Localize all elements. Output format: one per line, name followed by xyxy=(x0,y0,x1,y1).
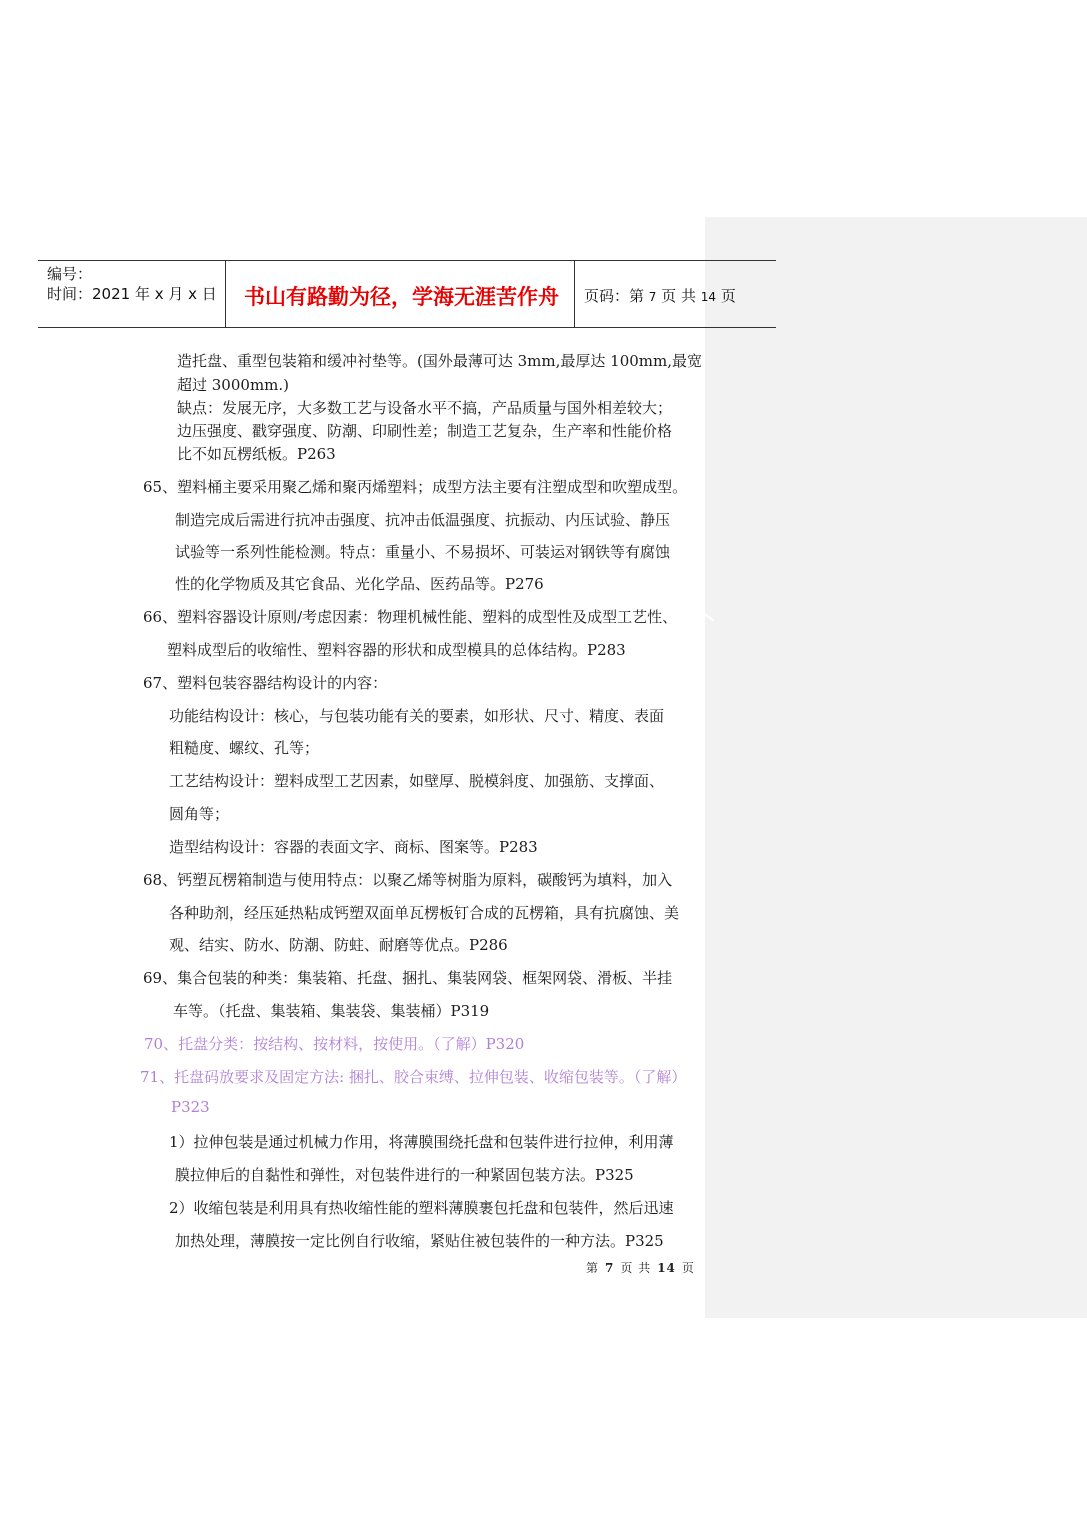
text-line: 缺点：发展无序，大多数工艺与设备水平不搞，产品质量与国外相差较大； xyxy=(177,399,673,417)
comment-side-panel xyxy=(705,217,1087,1318)
page-end: 页 xyxy=(720,287,736,305)
text-line-highlight: 70、托盘分类：按结构、按材料，按使用。（了解）P320 xyxy=(144,1035,525,1053)
text-line: 比不如瓦楞纸板。P263 xyxy=(177,445,336,463)
text-line: 工艺结构设计：塑料成型工艺因素，如壁厚、脱模斜度、加强筋、支撑面、 xyxy=(169,772,665,790)
page-number: 7 xyxy=(648,290,657,304)
page-header xyxy=(38,260,776,328)
page-label: 页码：第 xyxy=(584,287,645,305)
text-line: 65、塑料桶主要采用聚乙烯和聚丙烯塑料；成型方法主要有注塑成型和吹塑成型。 xyxy=(143,478,688,496)
text-line: 膜拉伸后的自黏性和弹性，对包装件进行的一种紧固包装方法。P325 xyxy=(175,1166,634,1184)
text-line: 加热处理，薄膜按一定比例自行收缩，紧贴住被包装件的一种方法。P325 xyxy=(175,1232,664,1250)
text-line: 功能结构设计：核心，与包装功能有关的要素，如形状、尺寸、精度、表面 xyxy=(169,707,665,725)
text-line: 观、结实、防水、防潮、防蛀、耐磨等优点。P286 xyxy=(169,936,508,954)
text-line: 67、塑料包装容器结构设计的内容： xyxy=(143,674,388,692)
text-line: 2）收缩包装是利用具有热收缩性能的塑料薄膜裹包托盘和包装件，然后迅速 xyxy=(169,1199,674,1217)
text-line-highlight: P323 xyxy=(171,1098,210,1116)
header-time: 时间：2021 年 x 月 x 日 xyxy=(47,285,217,303)
text-line: 造型结构设计：容器的表面文字、商标、图案等。P283 xyxy=(169,838,538,856)
text-line: 圆角等； xyxy=(169,805,230,823)
text-line: 制造完成后需进行抗冲击强度、抗冲击低温强度、抗振动、内压试验、静压 xyxy=(175,511,671,529)
header-number: 编号： xyxy=(47,265,93,283)
text-line: 车等。（托盘、集装箱、集装袋、集装桶）P319 xyxy=(173,1002,490,1020)
header-info-cell xyxy=(38,261,226,327)
text-line: 性的化学物质及其它食品、光化学品、医药品等。P276 xyxy=(175,575,544,593)
footer-total: 14 xyxy=(657,1261,676,1275)
comment-anchor-icon xyxy=(702,610,716,624)
text-line: 造托盘、重型包装箱和缓冲衬垫等。(国外最薄可达 3mm,最厚达 100mm,最宽 xyxy=(177,352,702,370)
header-page-code xyxy=(584,285,736,306)
header-page-cell xyxy=(575,261,776,327)
text-line: 超过 3000mm.) xyxy=(177,376,290,394)
footer-page: 7 xyxy=(605,1261,615,1275)
text-line-highlight: 71、托盘码放要求及固定方法: 捆扎、胶合束缚、拉伸包装、收缩包装等。（了解） xyxy=(140,1068,687,1086)
header-motto: 书山有路勤为径，学海无涯苦作舟 xyxy=(244,285,559,309)
page-footer xyxy=(586,1259,695,1276)
text-line: 68、钙塑瓦楞箱制造与使用特点：以聚乙烯等树脂为原料，碳酸钙为填料，加入 xyxy=(143,871,673,889)
text-line: 69、集合包装的种类：集装箱、托盘、捆扎、集装网袋、框架网袋、滑板、半挂 xyxy=(143,969,673,987)
text-line: 试验等一系列性能检测。特点：重量小、不易损坏、可装运对钢铁等有腐蚀 xyxy=(175,543,671,561)
footer-mid: 页 共 xyxy=(620,1261,652,1275)
page-total: 14 xyxy=(700,290,717,304)
footer-pre: 第 xyxy=(586,1261,600,1275)
text-line: 塑料成型后的收缩性、塑料容器的形状和成型模具的总体结构。P283 xyxy=(167,641,626,659)
text-line: 66、塑料容器设计原则/考虑因素：物理机械性能、塑料的成型性及成型工艺性、 xyxy=(143,608,678,626)
text-line: 边压强度、戳穿强度、防潮、印刷性差；制造工艺复杂，生产率和性能价格 xyxy=(177,422,673,440)
page-mid: 页 共 xyxy=(661,287,696,305)
text-line: 1）拉伸包装是通过机械力作用，将薄膜围绕托盘和包装件进行拉伸，利用薄 xyxy=(169,1133,674,1151)
text-line: 粗糙度、螺纹、孔等； xyxy=(169,739,320,757)
footer-post: 页 xyxy=(681,1261,695,1275)
header-motto-cell xyxy=(226,261,575,327)
text-line: 各种助剂，经压延热粘成钙塑双面单瓦楞板钉合成的瓦楞箱，具有抗腐蚀、美 xyxy=(169,904,680,922)
